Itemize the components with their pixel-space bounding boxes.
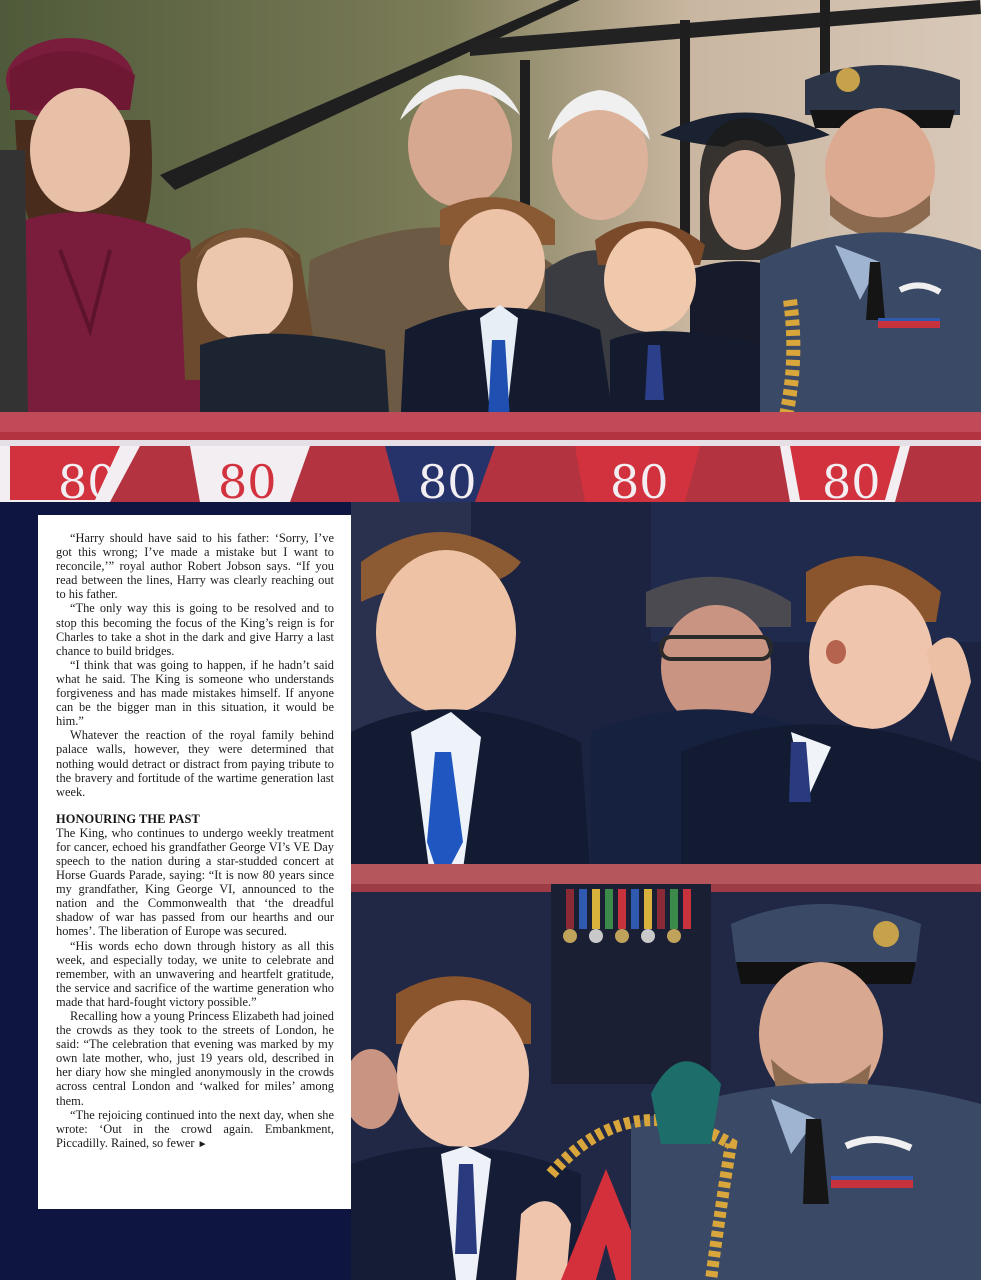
princes-in-stands-photo (351, 502, 981, 884)
eighty-banner (190, 446, 310, 502)
banner-number: 80 (418, 455, 477, 502)
banner-number: 80 (218, 455, 277, 502)
banner-number: 80 (822, 455, 881, 502)
article-body (56, 531, 334, 1152)
royal-family-seated-illustration (0, 0, 981, 502)
banner-number: 80 (58, 455, 117, 502)
eighty-banner (780, 446, 910, 502)
article-paragraph (56, 1108, 334, 1152)
article-paragraph: “His words echo down through history as all this week, and especially today, we unite to celebrate and remember, with an unwavering and heartfelt gratitude, the service and sacrifice of the wartime generation who made that hard-fought victory possible.” (56, 938, 334, 1009)
article-last-text: “The rejoicing continued into the next day, when she wrote: ‘Out in the crowd again. Embankment, Piccadilly. Rained, so fewer (56, 1107, 334, 1150)
article-column (38, 515, 351, 1209)
article-paragraph: “Harry should have said to his father: ‘Sorry, I’ve got this wrong; I’ve made a mistake but I want to reconcile,’” royal author Robert Jobson says. “If you read between the lines, Harry was clearly reaching out to his father. (56, 531, 334, 602)
royal-family-seated-photo (0, 0, 981, 502)
article-paragraph: Whatever the reaction of the royal family behind palace walls, however, they were determined that nothing would detract or distract from paying tribute to the bravery and fortitude of the wartime generation last week. (56, 728, 334, 799)
prince-in-raf-uniform-illustration (351, 884, 981, 1280)
banner-number: 80 (610, 455, 669, 502)
princes-in-stands-illustration (351, 502, 981, 884)
article-paragraph: “The only way this is going to be resolved and to stop this becoming the focus of the King’s reign is for Charles to take a shot in the dark and give Harry a last chance to build bridges. (56, 601, 334, 658)
continue-arrow-icon: ► (197, 1138, 208, 1150)
eighty-banner (575, 446, 700, 502)
article-paragraph: Recalling how a young Princess Elizabeth had joined the crowds as they took to the streets of London, he said: “The celebration that evening was marked by my own late mother, who, just 19 years old, described in her diary how she mingled anonymously in the crowds across central London and ‘walked for miles’ among them. (56, 1009, 334, 1108)
section-subheading: HONOURING THE PAST (56, 811, 200, 826)
article-paragraph: “I think that was going to happen, if he hadn’t said what he said. The King is someone who understands forgiveness and has made mistakes himself. If anyone can be the bigger man in this situation, it would be him.” (56, 657, 334, 729)
article-paragraph: The King, who continues to undergo weekly treatment for cancer, echoed his grandfather George VI’s VE Day speech to the nation during a star-studded concert at Horse Guards Parade, saying: “It is now 80 years since my grandfather, King George VI, announced to the nation and the Commonwealth that ‘the dreadful shadow of war has passed from our hearths and our homes’. The liberation of Europe was secured. (56, 825, 334, 939)
prince-in-raf-uniform-photo (351, 884, 981, 1280)
